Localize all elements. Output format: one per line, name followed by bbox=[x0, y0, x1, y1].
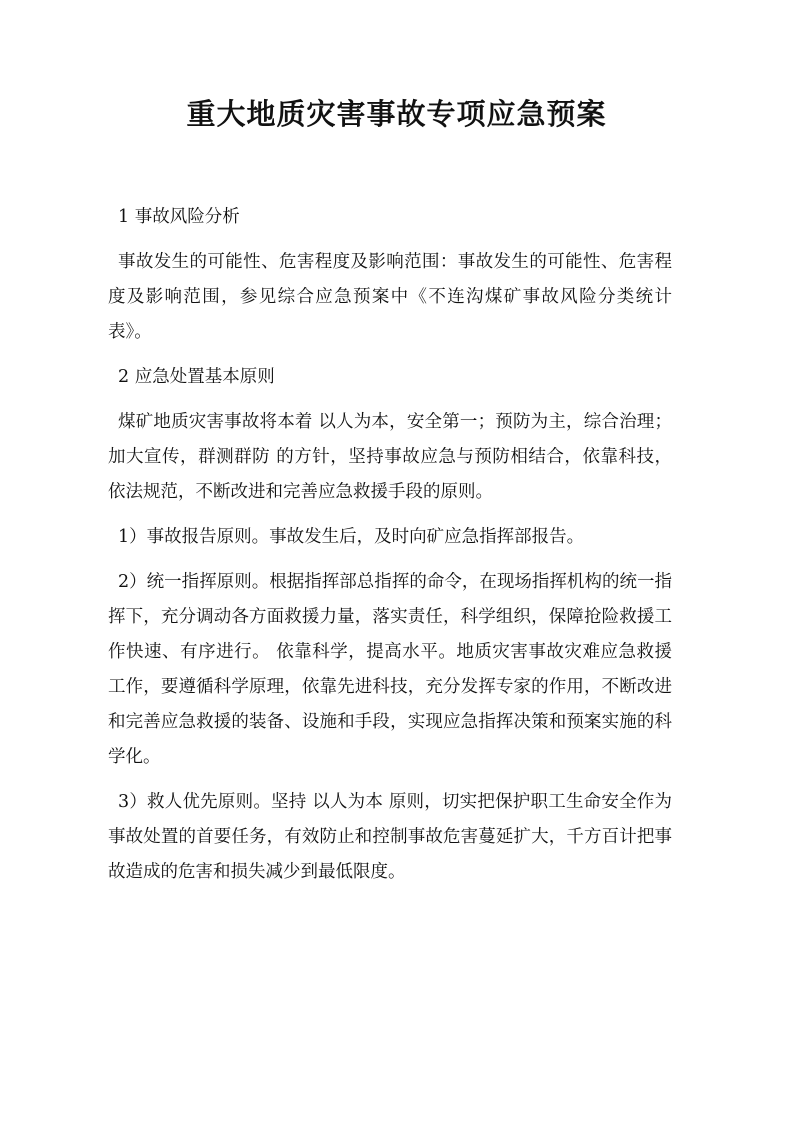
principle-item-command: 2）统一指挥原则。根据指挥部总指挥的命令，在现场指挥机构的统一指挥下，充分调动各方面救援力量，落实责任，科学组织，保障抢险救援工作快速、有序进行。 依靠科学，提高水平。地质灾害事故灾难应急救援工作，要遵循科学原理，依靠先进科技，充分发挥专家的作用，不断改进和完善应急救援的装备、设施和手段，实现应急指挥决策和预案实施的科学化。 bbox=[108, 572, 672, 767]
principle-item-report: 1）事故报告原则。事故发生后，及时向矿应急指挥部报告。 bbox=[118, 527, 585, 547]
document-body bbox=[108, 200, 672, 900]
document-title: 重大地质灾害事故专项应急预案 bbox=[186, 97, 607, 131]
section-heading-risk-analysis: 1 事故风险分析 bbox=[118, 207, 240, 227]
section-heading-principles: 2 应急处置基本原则 bbox=[118, 367, 275, 387]
principles-paragraph: 煤矿地质灾害事故将本着 以人为本，安全第一；预防为主，综合治理；加大宣传，群测群防 的方针，坚持事故应急与预防相结合，依靠科技，依法规范，不断改进和完善应急救援手段的原则。 bbox=[108, 412, 672, 502]
risk-analysis-paragraph: 事故发生的可能性、危害程度及影响范围：事故发生的可能性、危害程度及影响范围，参见综合应急预案中《不连沟煤矿事故风险分类统计表》。 bbox=[108, 252, 672, 342]
principle-item-rescue-first: 3）救人优先原则。坚持 以人为本 原则，切实把保护职工生命安全作为事故处置的首要任务，有效防止和控制事故危害蔓延扩大，千方百计把事故造成的危害和损失减少到最低限度。 bbox=[108, 792, 672, 882]
